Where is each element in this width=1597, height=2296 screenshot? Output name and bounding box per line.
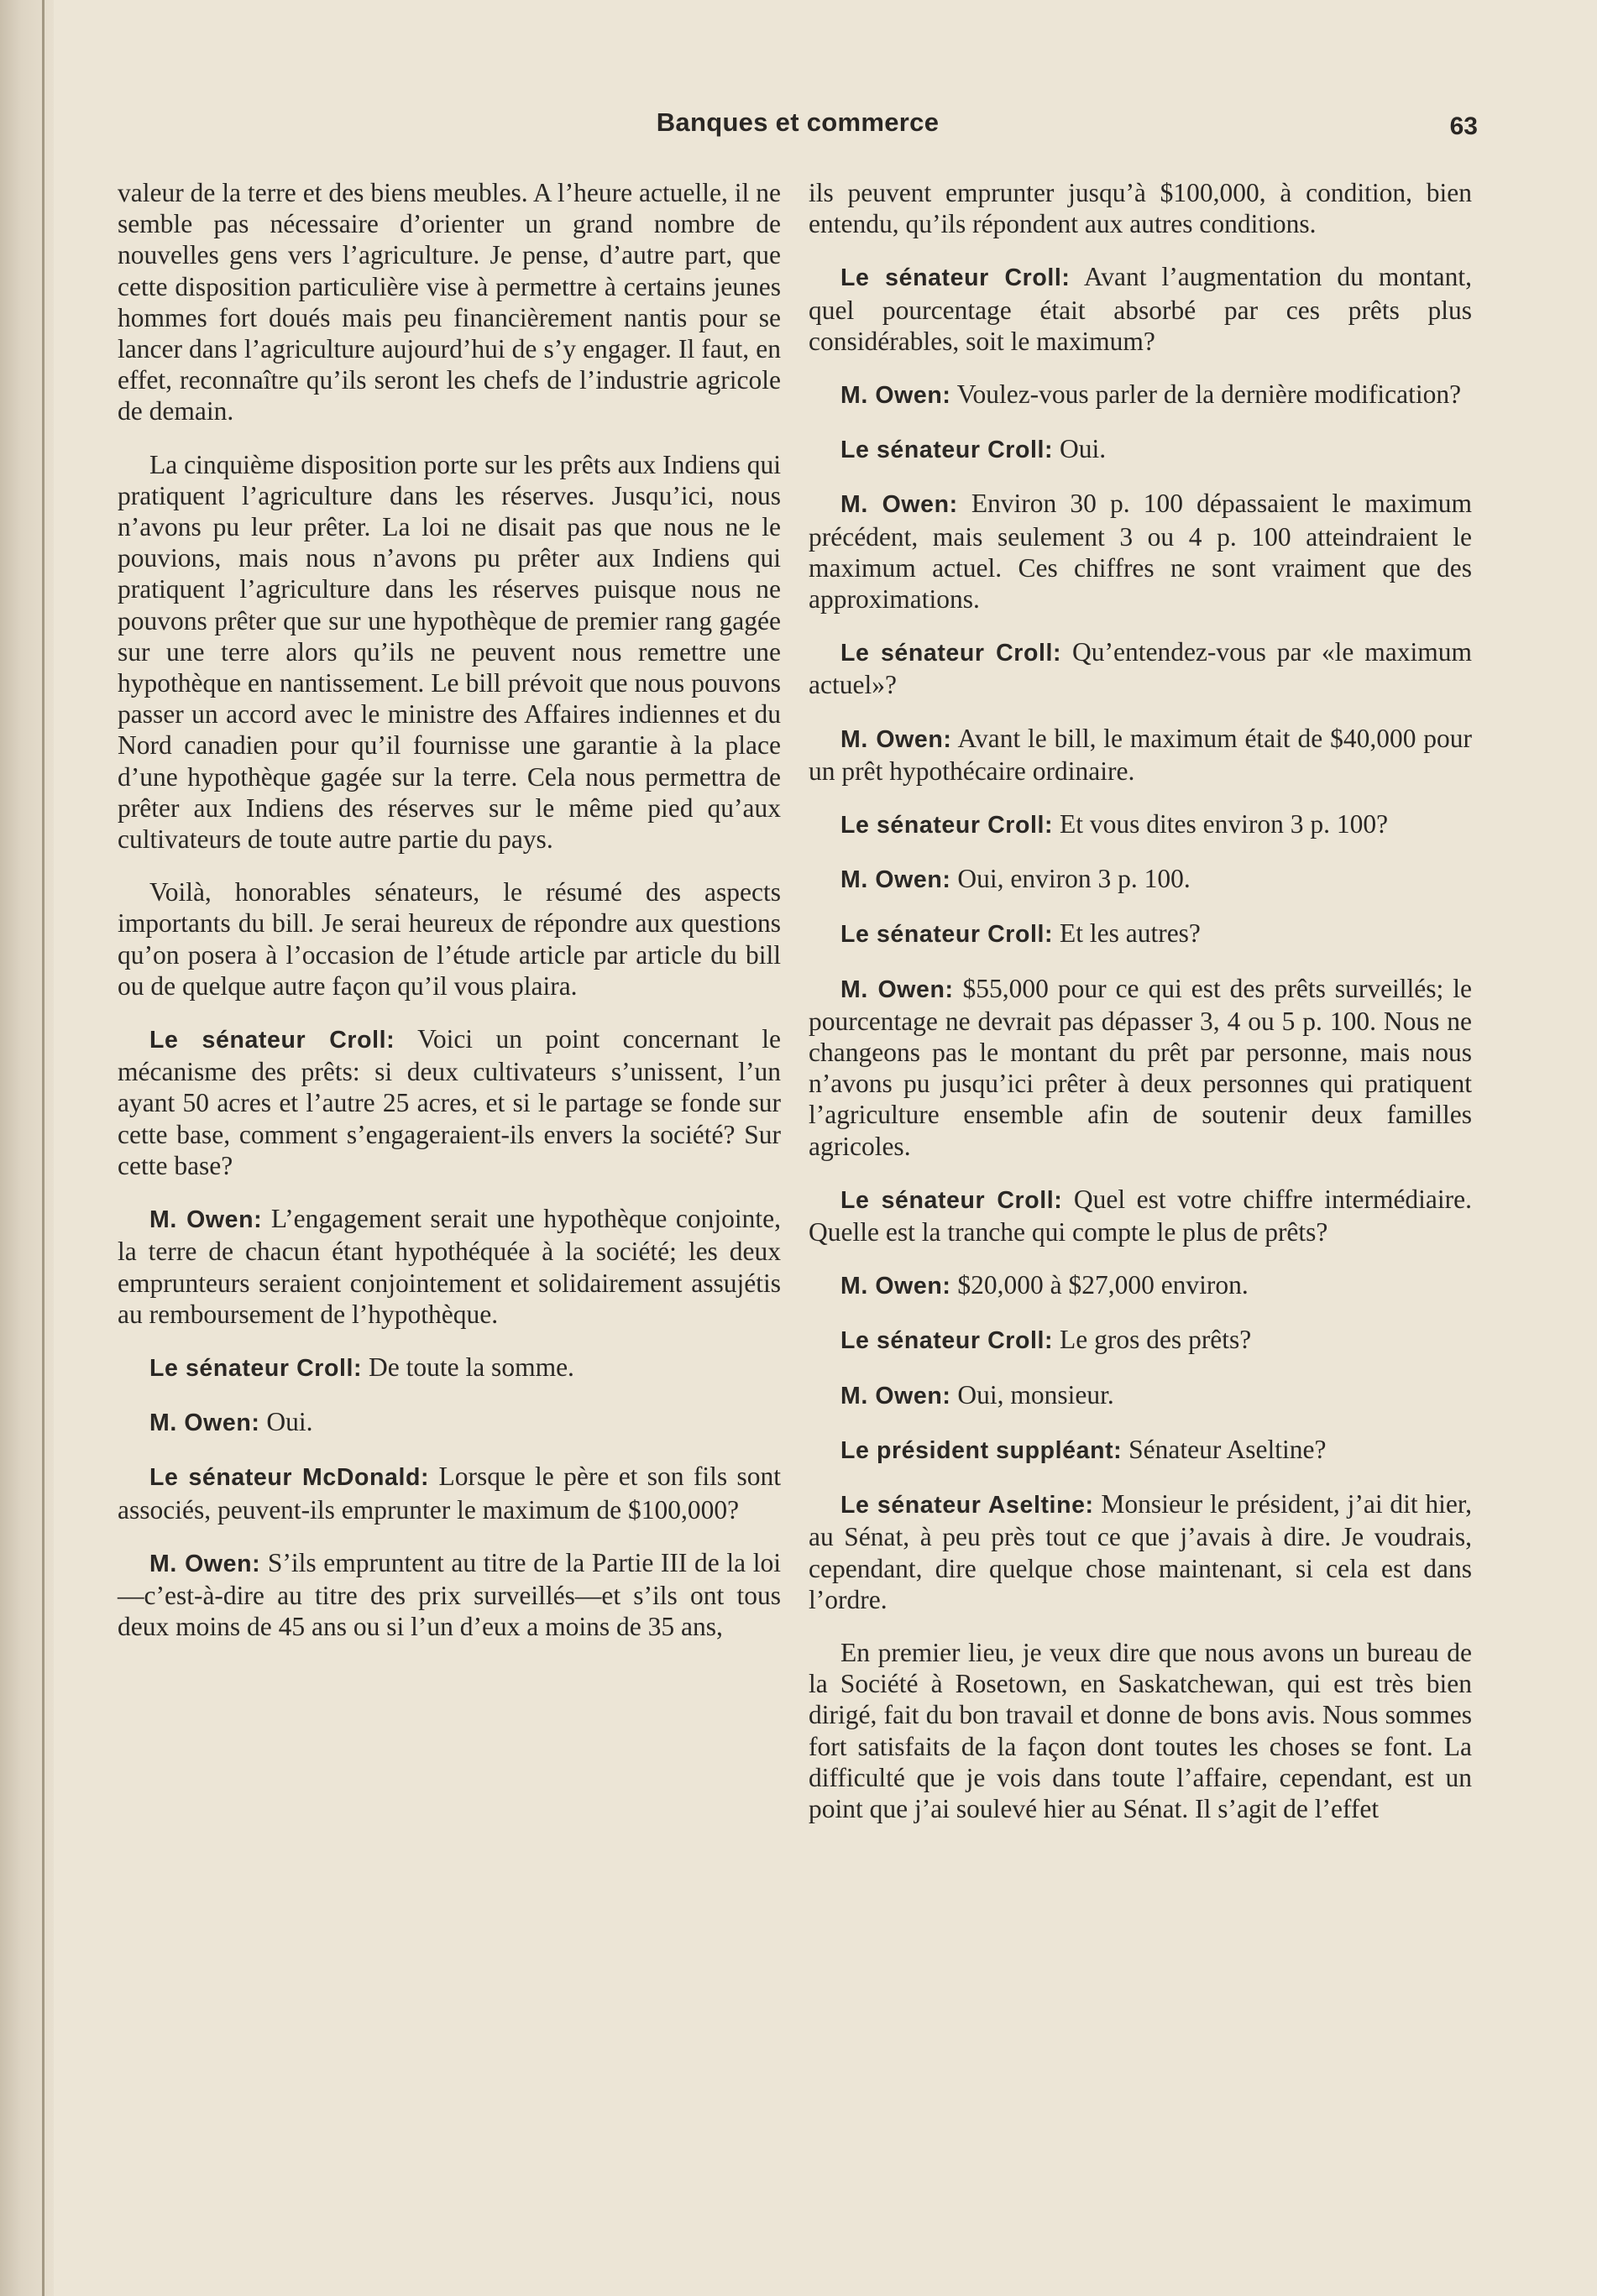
paragraph-text: Voilà, honorables sénateurs, le résumé des aspects importants du bill. Je serai heureux de répondre aux questions qu’on posera à l’occasion de l’étude article par article du bill ou de quelque autre façon qu’il vous plaira. <box>118 877 781 1001</box>
speech-paragraph <box>809 1488 1472 1615</box>
speech-text: Oui. <box>1059 434 1107 464</box>
speaker-name: Le sénateur Croll: <box>149 1354 363 1382</box>
speech-paragraph <box>809 433 1472 466</box>
speech-text: Sénateur Aseltine? <box>1128 1434 1327 1464</box>
paragraph-text: La cinquième disposition porte sur les prêts aux Indiens qui pratiquent l’agriculture dans les réserves. Jusqu’ici, nous n’avons pu leur prêter. La loi ne disait pas que nous ne le pouvions, mais nous n’avons pu prêter aux Indiens qui pratiquent l’agriculture dans les réserves puisque nous ne pouvons prêter que sur une hypothèque de premier rang gagée sur une terre alors qu’ils ne peuvent nous remettre une hypothèque en nantissement. Le bill prévoit que nous pouvons passer un accord avec le ministre des Affaires indiennes et du Nord canadien pour qu’il fournisse une garantie à la place d’une hypothèque gagée sur la terre. Cela nous permettra de prêter aux Indiens des réserves sur le même pied qu’aux cultivateurs de toute autre partie du pays. <box>118 449 781 855</box>
speech-text: Voici un point concernant le mécanisme des prêts: si deux cultivateurs s’unissent, l’un ayant 50 acres et l’autre 25 acres, et si le partage se fonde sur cette base, comment s’engageraient-ils envers la société? Sur cette base? <box>118 1024 782 1180</box>
page-spine <box>0 0 54 2296</box>
speech-paragraph <box>809 808 1472 841</box>
speech-text: Oui, monsieur. <box>957 1379 1114 1410</box>
speaker-name: Le sénateur Croll: <box>840 812 1054 839</box>
paragraph <box>118 876 781 1002</box>
speaker-name: M. Owen: <box>840 382 951 410</box>
speech-paragraph <box>809 261 1472 357</box>
speech-text: De toute la somme. <box>368 1352 574 1382</box>
speech-text: Voulez-vous parler de la dernière modification? <box>956 379 1462 410</box>
page-number: 63 <box>1449 112 1478 140</box>
speech-paragraph <box>809 1269 1472 1302</box>
running-title: Banques et commerce <box>656 107 940 137</box>
speaker-name: M. Owen: <box>840 866 951 894</box>
speaker-name: Le sénateur Aseltine: <box>840 1492 1094 1519</box>
speaker-name: Le président suppléant: <box>840 1436 1123 1464</box>
speech-text: Qu’entendez-vous par «le maximum actuel»? <box>809 637 1473 700</box>
speech-paragraph <box>118 1023 781 1181</box>
speaker-name: Le sénateur Croll: <box>840 921 1054 949</box>
speaker-name: M. Owen: <box>149 1550 261 1577</box>
speaker-name: M. Owen: <box>840 1382 951 1410</box>
speech-paragraph <box>809 1434 1472 1467</box>
speaker-name: M. Owen: <box>840 1273 951 1300</box>
speech-paragraph <box>809 488 1472 615</box>
speech-text: $20,000 à $27,000 environ. <box>957 1270 1249 1300</box>
speaker-name: Le sénateur Croll: <box>840 264 1071 292</box>
paragraph <box>809 177 1472 239</box>
speech-text: Monsieur le président, j’ai dit hier, au Sénat, à peu près tout ce que j’avais à dire. Je voudrais, cependant, dire quelque chose maintenant, si cela est dans l’ordre. <box>809 1489 1472 1614</box>
speech-text: L’engagement serait une hypothèque conjointe, la terre de chacun étant hypothéquée à la société; les deux emprunteurs seraient conjointement et solidairement assujétis au remboursement de l’hypothèque. <box>118 1204 781 1329</box>
speech-paragraph <box>118 1203 781 1330</box>
left-column <box>118 177 781 1664</box>
speech-text: Environ 30 p. 100 dépassaient le maximum précédent, mais seulement 3 ou 4 p. 100 atteindraient le maximum actuel. Ces chiffres ne sont vraiment que des approximations. <box>809 489 1472 615</box>
page-header <box>118 107 1478 149</box>
speech-text: Et vous dites environ 3 p. 100? <box>1059 809 1389 839</box>
speech-text: Quel est votre chiffre intermédiaire. Quelle est la tranche qui compte le plus de prêts? <box>809 1184 1473 1247</box>
speech-text: $55,000 pour ce qui est des prêts surveillés; le pourcentage ne devrait pas dépasser 3, 4 ou 5 p. 100. Nous ne changeons pas le montant du prêt par personne, mais nous n’avons pu jusqu’ici prêter à deux personnes qui pratiquent l’agriculture ensemble afin de soutenir deux familles agricoles. <box>809 973 1472 1161</box>
speech-text: Avant l’augmentation du montant, quel pourcentage était absorbé par ces prêts plus considérables, soit le maximum? <box>809 262 1473 356</box>
speech-text: Le gros des prêts? <box>1059 1325 1252 1355</box>
paragraph-text: valeur de la terre et des biens meubles. A l’heure actuelle, il ne semble pas nécessaire d’orienter un grand nombre de nouvelles gens vers l’agriculture. Je pense, d’autre part, que cette disposition particulière vise à permettre à certains jeunes hommes fort doués mais peu financièrement nantis pour se lancer dans l’agriculture aujourd’hui de s’y engager. Il faut, en effet, reconnaître qu’ils seront les chefs de l’industrie agricole de demain. <box>118 178 781 426</box>
speaker-name: Le sénateur Croll: <box>840 1186 1063 1214</box>
paragraph <box>809 1637 1472 1824</box>
speaker-name: M. Owen: <box>840 491 958 519</box>
speech-paragraph <box>118 1406 781 1439</box>
speech-text: Lorsque le père et son fils sont associés, peuvent-ils emprunter le maximum de $100,000? <box>118 1462 782 1525</box>
speech-paragraph <box>809 1184 1472 1247</box>
speech-text: Oui. <box>266 1407 313 1437</box>
binding-edge <box>42 0 45 2296</box>
speech-paragraph <box>809 636 1472 700</box>
speaker-name: Le sénateur Croll: <box>149 1027 395 1054</box>
speaker-name: Le sénateur McDonald: <box>149 1464 430 1492</box>
speaker-name: M. Owen: <box>840 975 954 1003</box>
speaker-name: M. Owen: <box>840 725 952 753</box>
speech-paragraph <box>118 1547 781 1643</box>
paragraph-text: ils peuvent emprunter jusqu’à $100,000, à condition, bien entendu, qu’ils répondent aux autres conditions. <box>809 178 1472 239</box>
speech-text: Avant le bill, le maximum était de $40,000 pour un prêt hypothécaire ordinaire. <box>809 723 1473 786</box>
speech-paragraph <box>809 1324 1472 1357</box>
speech-text: Et les autres? <box>1059 918 1201 949</box>
paragraph <box>118 177 781 427</box>
speech-paragraph <box>118 1352 781 1384</box>
speaker-name: Le sénateur Croll: <box>840 640 1062 667</box>
paragraph-text: En premier lieu, je veux dire que nous avons un bureau de la Société à Rosetown, en Saskatchewan, qui est très bien dirigé, fait du bon travail et donne de bons avis. Nous sommes fort satisfaits de la façon dont toutes les choses se font. La difficulté que je vois dans toute l’affaire, cependant, est un point que j’ai soulevé hier au Sénat. Il s’agit de l’effet <box>809 1637 1472 1823</box>
speech-text: Oui, environ 3 p. 100. <box>957 864 1191 894</box>
speech-paragraph <box>809 723 1472 787</box>
speech-paragraph <box>809 1379 1472 1412</box>
speaker-name: M. Owen: <box>149 1206 263 1234</box>
speech-paragraph <box>809 918 1472 950</box>
paragraph <box>118 449 781 855</box>
speech-text: S’ils empruntent au titre de la Partie III de la loi—c’est-à-dire au titre des prix surveillés—et s’ils ont tous deux moins de 45 ans ou si l’un d’eux a moins de 35 ans, <box>118 1547 782 1642</box>
speaker-name: Le sénateur Croll: <box>840 437 1054 464</box>
speech-paragraph <box>809 863 1472 896</box>
speech-paragraph <box>809 973 1472 1162</box>
speaker-name: M. Owen: <box>149 1410 260 1437</box>
speech-paragraph <box>118 1461 781 1525</box>
right-column <box>809 177 1472 1846</box>
speaker-name: Le sénateur Croll: <box>840 1327 1054 1355</box>
speech-paragraph <box>809 379 1472 411</box>
